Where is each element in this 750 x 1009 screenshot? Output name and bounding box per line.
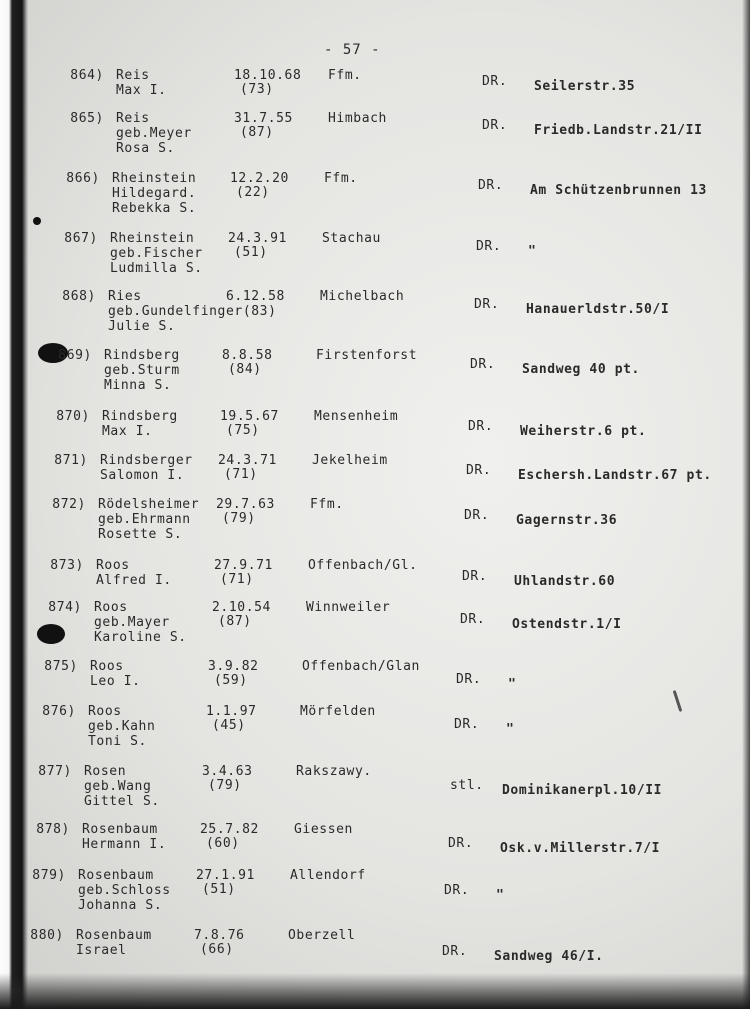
entry-name-line3: Rebekka S. xyxy=(112,201,197,216)
status: DR. xyxy=(456,672,482,687)
status: DR. xyxy=(466,463,492,478)
status: DR. xyxy=(460,612,486,627)
entry-name: Rosenbaum xyxy=(78,868,154,883)
entry-number: 873) xyxy=(50,558,84,573)
entry-number: 867) xyxy=(64,231,98,246)
entry-name-line2: Leo I. xyxy=(90,674,141,689)
address: " xyxy=(508,677,517,692)
status: DR. xyxy=(444,883,470,898)
entry-name-line2: geb.Fischer xyxy=(110,246,203,261)
address: Dominikanerpl.10/II xyxy=(502,783,663,798)
entry-name: Rindsberg xyxy=(102,409,178,424)
entry-name: Rödelsheimer xyxy=(98,497,200,512)
age: (87) xyxy=(240,125,274,140)
age: (73) xyxy=(240,82,274,97)
entry-name-line2: geb.Sturm xyxy=(104,363,180,378)
age: (66) xyxy=(200,942,234,957)
birth-date: 6.12.58 xyxy=(226,289,285,304)
age: (45) xyxy=(212,718,246,733)
birthplace: Ffm. xyxy=(324,171,358,186)
entry-number: 866) xyxy=(66,171,100,186)
entry-name: Roos xyxy=(96,558,130,573)
entry-name-line2: Hermann I. xyxy=(82,837,167,852)
birthplace: Giessen xyxy=(294,822,353,837)
birth-date: 1.1.97 xyxy=(206,704,257,719)
birthplace: Stachau xyxy=(322,231,381,246)
birthplace: Winnweiler xyxy=(306,600,391,615)
entry-name: Rindsberger xyxy=(100,453,193,468)
birth-date: 8.8.58 xyxy=(222,348,273,363)
entry-number: 865) xyxy=(70,111,104,126)
entry-name: Roos xyxy=(94,600,128,615)
status: DR. xyxy=(448,836,474,851)
address: Friedb.Landstr.21/II xyxy=(534,123,703,138)
address: " xyxy=(506,722,515,737)
entry-number: 874) xyxy=(48,600,82,615)
birthplace: Himbach xyxy=(328,111,387,126)
entry-number: 871) xyxy=(54,453,88,468)
list-item xyxy=(0,171,750,233)
age: (87) xyxy=(218,614,252,629)
entry-name-line3: Toni S. xyxy=(88,734,147,749)
entry-number: 869) xyxy=(58,348,92,363)
birthplace: Ffm. xyxy=(310,497,344,512)
age: (79) xyxy=(208,778,242,793)
entry-number: 864) xyxy=(70,68,104,83)
birthplace: Mörfelden xyxy=(300,704,376,719)
entry-name-line2: geb.Meyer xyxy=(116,126,192,141)
entry-number: 877) xyxy=(38,764,72,779)
address: Seilerstr.35 xyxy=(534,79,636,94)
age: (51) xyxy=(234,245,268,260)
entry-name-line3: Minna S. xyxy=(104,378,172,393)
birthplace: Firstenforst xyxy=(316,348,418,363)
entry-name: Rosen xyxy=(84,764,127,779)
entry-name: Reis xyxy=(116,68,150,83)
status: DR. xyxy=(482,118,508,133)
address: Weiherstr.6 pt. xyxy=(520,424,647,439)
address: Uhlandstr.60 xyxy=(514,574,616,589)
entry-name: Rheinstein xyxy=(110,231,195,246)
entry-name-line2: geb.Schloss xyxy=(78,883,171,898)
list-item xyxy=(0,600,750,662)
entry-name-line2: geb.Kahn xyxy=(88,719,156,734)
address: " xyxy=(496,888,505,903)
entry-name-line3: Rosette S. xyxy=(98,527,183,542)
birth-date: 18.10.68 xyxy=(234,68,302,83)
entry-number: 879) xyxy=(32,868,66,883)
birth-date: 27.1.91 xyxy=(196,868,255,883)
birth-date: 29.7.63 xyxy=(216,497,275,512)
entry-name: Reis xyxy=(116,111,150,126)
status: DR. xyxy=(476,239,502,254)
entry-name-line2: Alfred I. xyxy=(96,573,172,588)
list-item xyxy=(0,928,750,990)
age: (84) xyxy=(228,362,262,377)
status: DR. xyxy=(468,419,494,434)
entry-name-line2: geb.Wang xyxy=(84,779,152,794)
birth-date: 3.4.63 xyxy=(202,764,253,779)
birth-date: 24.3.71 xyxy=(218,453,277,468)
status: DR. xyxy=(454,717,480,732)
list-item xyxy=(0,868,750,930)
address: Hanauerldstr.50/I xyxy=(526,302,670,317)
entry-number: 878) xyxy=(36,822,70,837)
list-item xyxy=(0,348,750,410)
entry-name: Rindsberg xyxy=(104,348,180,363)
address: Am Schützenbrunnen 13 xyxy=(530,183,707,198)
entry-name-line2: geb.Mayer xyxy=(94,615,170,630)
entry-number: 880) xyxy=(30,928,64,943)
address: " xyxy=(528,244,537,259)
status: stl. xyxy=(450,778,484,793)
entry-number: 870) xyxy=(56,409,90,424)
entry-name: Ries xyxy=(108,289,142,304)
address: Sandweg 46/I. xyxy=(494,949,604,964)
birth-date: 7.8.76 xyxy=(194,928,245,943)
birth-date: 12.2.20 xyxy=(230,171,289,186)
entry-name-line3: Ludmilla S. xyxy=(110,261,203,276)
entry-name-line2: geb.Ehrmann xyxy=(98,512,191,527)
list-item xyxy=(0,111,750,173)
address: Sandweg 40 pt. xyxy=(522,362,640,377)
entry-name: Rosenbaum xyxy=(82,822,158,837)
status: DR. xyxy=(464,508,490,523)
address: Osk.v.Millerstr.7/I xyxy=(500,841,661,856)
entry-name-line3: Rosa S. xyxy=(116,141,175,156)
birthplace: Offenbach/Glan xyxy=(302,659,420,674)
age: (51) xyxy=(202,882,236,897)
birthplace: Ffm. xyxy=(328,68,362,83)
list-item xyxy=(0,704,750,766)
birthplace: Michelbach xyxy=(320,289,405,304)
status: DR. xyxy=(478,178,504,193)
entry-name-line2: Max I. xyxy=(102,424,153,439)
birthplace: Rakszawy. xyxy=(296,764,372,779)
birth-date: 27.9.71 xyxy=(214,558,273,573)
list-item xyxy=(0,289,750,351)
birthplace: Mensenheim xyxy=(314,409,399,424)
birth-date: 31.7.55 xyxy=(234,111,293,126)
birth-date: 3.9.82 xyxy=(208,659,259,674)
entry-name: Roos xyxy=(88,704,122,719)
entry-name-line3: Gittel S. xyxy=(84,794,160,809)
birth-date: 2.10.54 xyxy=(212,600,271,615)
birthplace: Oberzell xyxy=(288,928,356,943)
entry-name: Rheinstein xyxy=(112,171,197,186)
entry-name-line2: Israel xyxy=(76,943,127,958)
age: (60) xyxy=(206,836,240,851)
age: (22) xyxy=(236,185,270,200)
entry-name: Rosenbaum xyxy=(76,928,152,943)
entry-name-line2: Max I. xyxy=(116,83,167,98)
status: DR. xyxy=(482,74,508,89)
status: DR. xyxy=(462,569,488,584)
entry-name-line2: Hildegard. xyxy=(112,186,197,201)
entry-number: 876) xyxy=(42,704,76,719)
entry-name: Roos xyxy=(90,659,124,674)
list-item xyxy=(0,764,750,826)
entry-name-line2: geb.Gundelfinger(83) xyxy=(108,304,277,319)
address: Ostendstr.1/I xyxy=(512,617,622,632)
entry-name-line3: Johanna S. xyxy=(78,898,163,913)
list-item xyxy=(0,497,750,559)
birth-date: 25.7.82 xyxy=(200,822,259,837)
address: Gagernstr.36 xyxy=(516,513,618,528)
entry-number: 872) xyxy=(52,497,86,512)
age: (71) xyxy=(224,467,258,482)
age: (75) xyxy=(226,423,260,438)
age: (79) xyxy=(222,511,256,526)
entry-name-line3: Karoline S. xyxy=(94,630,187,645)
status: DR. xyxy=(470,357,496,372)
entry-number: 868) xyxy=(62,289,96,304)
address: Eschersh.Landstr.67 pt. xyxy=(518,468,712,483)
birth-date: 19.5.67 xyxy=(220,409,279,424)
entry-name-line2: Salomon I. xyxy=(100,468,185,483)
status: DR. xyxy=(442,944,468,959)
birthplace: Allendorf xyxy=(290,868,366,883)
entry-name-line3: Julie S. xyxy=(108,319,176,334)
age: (71) xyxy=(220,572,254,587)
birthplace: Offenbach/Gl. xyxy=(308,558,418,573)
page-number: - 57 - xyxy=(324,42,381,58)
birth-date: 24.3.91 xyxy=(228,231,287,246)
list-item xyxy=(0,231,750,293)
age: (59) xyxy=(214,673,248,688)
birthplace: Jekelheim xyxy=(312,453,388,468)
status: DR. xyxy=(474,297,500,312)
entry-number: 875) xyxy=(44,659,78,674)
